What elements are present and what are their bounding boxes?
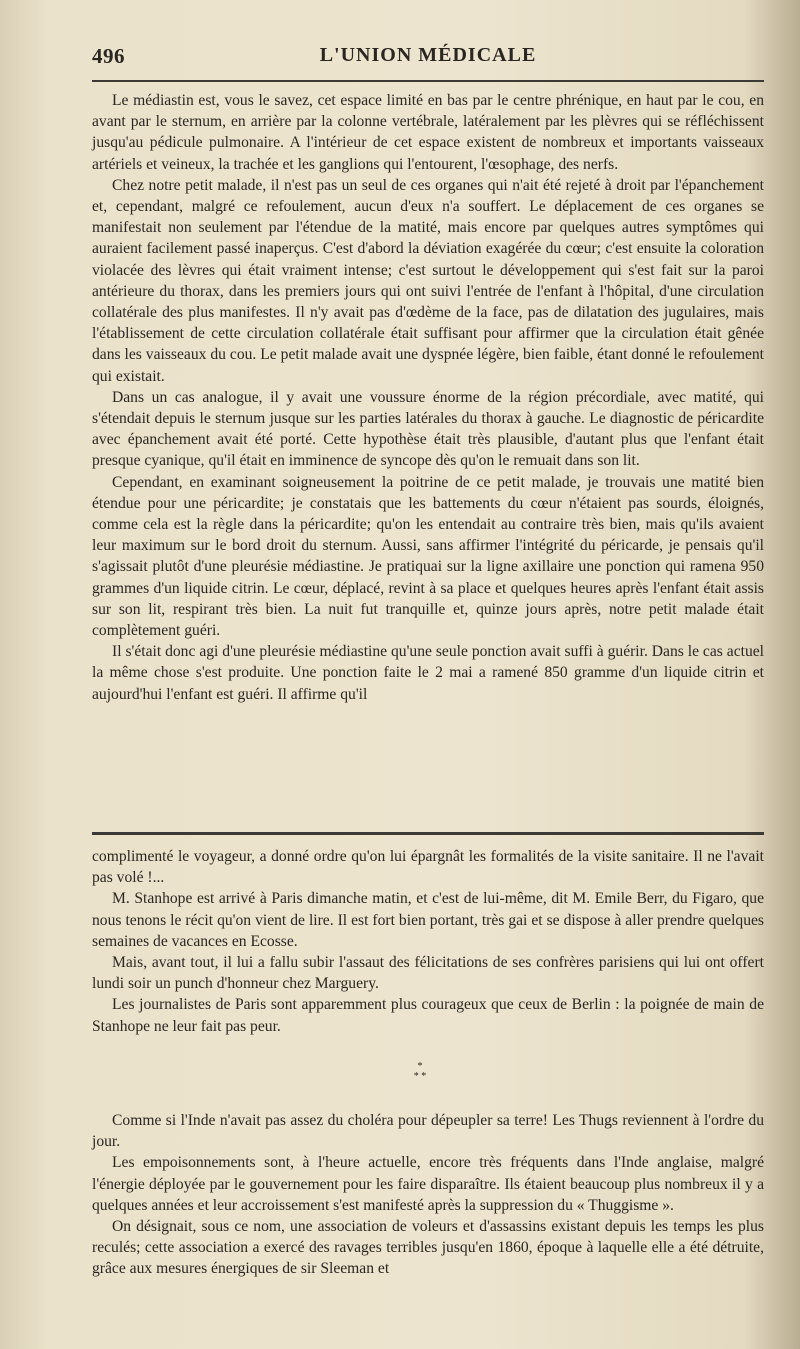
- paragraph: M. Stanhope est arrivé à Paris dimanche matin, et c'est de lui-même, dit M. Emile Berr, du Figaro, que nous tenons le récit qu'on vient de lire. Il est fort bien portant, très gai et se dispose à aller prendre quelques semaines de vacances en Ecosse.: [92, 890, 764, 950]
- paragraph: Les empoisonnements sont, à l'heure actuelle, encore très fréquents dans l'Inde anglaise, malgré l'énergie déployée par le gouvernement pour les faire disparaître. Ils étaient beaucoup plus nombreux il y a quelques années et leur accroissement s'est manifesté après la suppression du « Thuggisme ».: [92, 1154, 764, 1214]
- article-main-text: [92, 90, 764, 705]
- paragraph: Le médiastin est, vous le savez, cet espace limité en bas par le centre phrénique, en haut par le cou, en avant par le sternum, en arrière par la colonne vertébrale, latéralement par les plèvres qui se réfléchissent jusqu'au pédicule pulmonaire. A l'intérieur de cet espace existent de nombreux et importants vaisseaux artériels et veineux, la trachée et les ganglions qui l'entourent, l'œsophage, des nerfs.: [92, 92, 764, 173]
- journal-title: L'UNION MÉDICALE: [319, 44, 537, 66]
- feuilleton-text: [92, 846, 764, 1037]
- asterism-star: *: [417, 1061, 423, 1072]
- paragraph: On désignait, sous ce nom, une association de voleurs et d'assassins existant depuis les temps les plus reculés; cette association a exercé des ravages terribles jusqu'en 1860, époque à laquelle elle a été détruite, grâce aux mesures énergiques de sir Sleeman et: [92, 1218, 764, 1278]
- thugs-article-text: [92, 1110, 764, 1280]
- page-number: 496: [92, 44, 125, 68]
- paragraph: Dans un cas analogue, il y avait une voussure énorme de la région précordiale, avec matité, qui s'étendait depuis le sternum jusque sur les parties latérales du thorax à gauche. Le diagnostic de péricardite avec épanchement avait été porté. Cette hypothèse était très plausible, d'autant plus que l'enfant était presque cyanique, qu'il était en imminence de syncope dès qu'on le remuait dans son lit.: [92, 388, 764, 470]
- asterism-star-pair: * *: [413, 1071, 427, 1082]
- paragraph: Cependant, en examinant soigneusement la poitrine de ce petit malade, je trouvais une matité bien étendue pour une péricardite; je constatais que les battements du cœur n'étaient pas sourds, éloignés, comme cela est la règle dans la péricardite; qu'on les entendait au contraire très bien, mais qu'ils avaient leur maximum sur le bord droit du sternum. Aussi, sans affirmer l'intégrité du péricarde, je pensais qu'il s'agissait plutôt d'une pleurésie médiastine. Je pratiquai sur la ligne axillaire une ponction qui ramena 950 grammes d'un liquide citrin. Le cœur, déplacé, revint à sa place et quelques heures après l'enfant était assis sur son lit, respirant très bien. La nuit fut tranquille et, quinze jours après, notre petit malade était complètement guéri.: [92, 473, 764, 640]
- asterism-separator: [400, 1062, 440, 1082]
- paragraph: Les journalistes de Paris sont apparemment plus courageux que ceux de Berlin : la poignée de main de Stanhope ne leur fait pas peur.: [92, 996, 764, 1035]
- section-divider-rule: [92, 832, 764, 835]
- paragraph: complimenté le voyageur, a donné ordre qu'on lui épargnât les formalités de la visite sanitaire. Il ne l'avait pas volé !...: [92, 848, 764, 887]
- paragraph: Mais, avant tout, il lui a fallu subir l'assaut des félicitations de ses confrères parisiens qui lui ont offert lundi soir un punch d'honneur chez Marguery.: [92, 954, 764, 993]
- header-rule: [92, 80, 764, 82]
- paragraph: Comme si l'Inde n'avait pas assez du choléra pour dépeupler sa terre! Les Thugs reviennent à l'ordre du jour.: [92, 1112, 764, 1151]
- page-header: [92, 44, 764, 76]
- paragraph: Chez notre petit malade, il n'est pas un seul de ces organes qui n'ait été rejeté à droit par l'épanchement et, cependant, malgré ce refoulement, aucun d'eux n'a souffert. Le déplacement de ces organes se manifestait non seulement par l'étendue de la matité, mais encore par quelques autres symptômes qui auraient facilement passé inaperçus. C'est d'abord la déviation exagérée du cœur; c'est ensuite la coloration violacée des lèvres qui était vraiment intense; c'est surtout le développement qui s'est fait sur la paroi antérieure du thorax, dans les premiers jours qui ont suivi l'entrée de l'enfant à l'hôpital, d'une circulation collatérale des plus manifestes. Il n'y avait pas d'œdème de la face, pas de dilatation des jugulaires, mais l'établissement de cette circulation collatérale était suffisant pour affirmer que la circulation était gênée dans les vaisseaux du cou. Le petit malade avait une dyspnée légère, bien faible, étant donné le refoulement qui existait.: [92, 176, 764, 385]
- paragraph: Il s'était donc agi d'une pleurésie médiastine qu'une seule ponction avait suffi à guérir. Dans le cas actuel la même chose s'est produite. Une ponction faite le 2 mai a ramené 850 gramme d'un liquide citrin et aujourd'hui l'enfant est guéri. Il affirme qu'il: [92, 643, 764, 703]
